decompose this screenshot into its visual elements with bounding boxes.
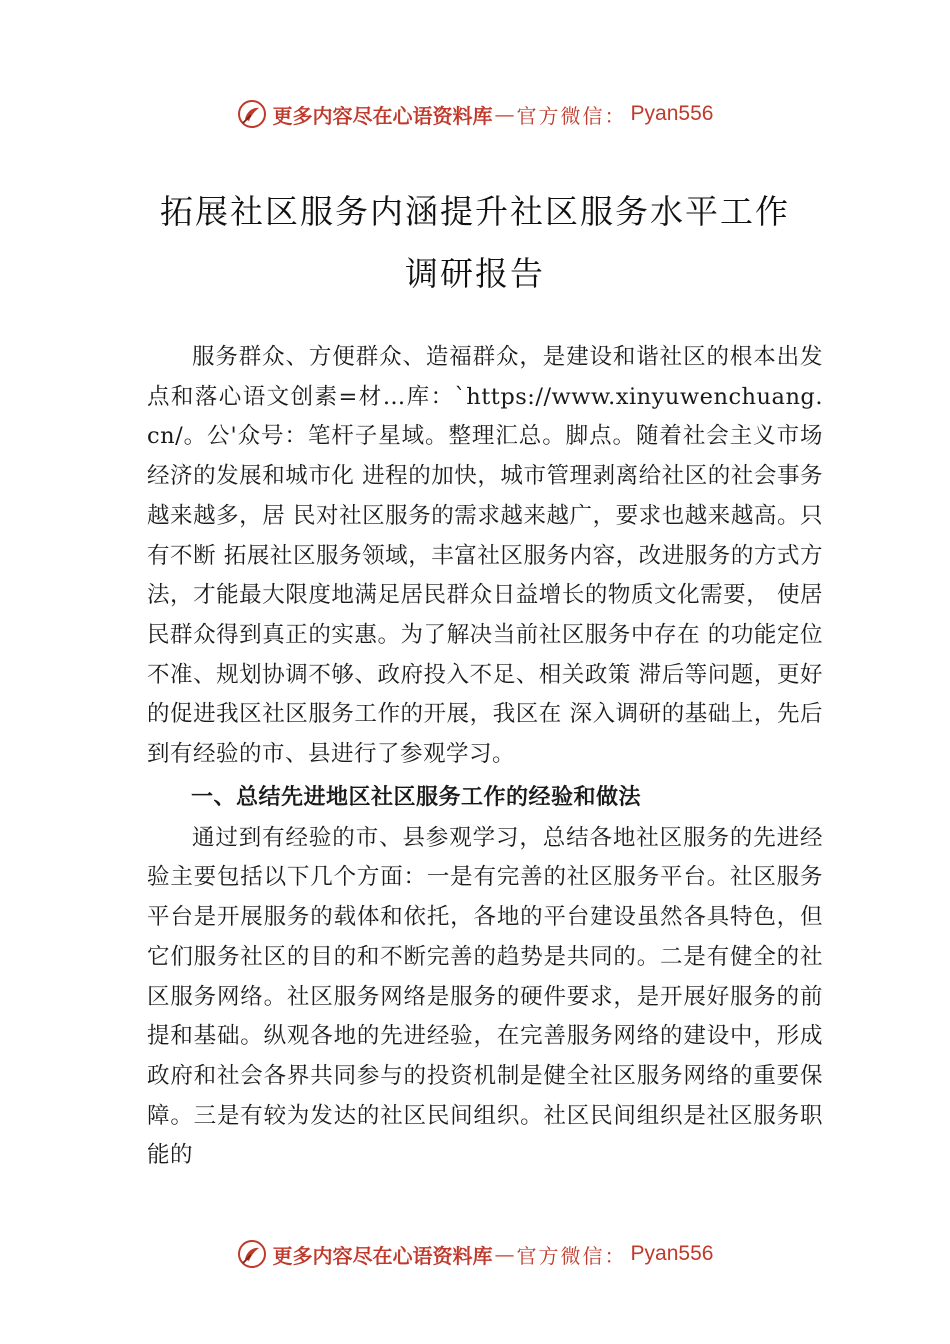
banner-separator: — (494, 102, 515, 126)
footer-banner (0, 1232, 950, 1276)
banner-separator: — (494, 1242, 515, 1266)
banner-wechat-id: Pyan556 (630, 102, 714, 125)
banner-text: 更多内容尽在心语资料库 (272, 1243, 493, 1268)
document-body (147, 338, 823, 1176)
paragraph-section1: 通过到有经验的市、县参观学习，总结各地社区服务的先进经验主要包括以下几个方面：一是有完善的社区服务平台。社区服务平台是开展服务的载体和依托，各地的平台建设虽然各具特色，但它们服务社区的目的和不断完善的趋势是共同的。二是有健全的社区服务网络。社区服务网络是服务的硬件要求，是开展好服务的前提和基础。纵观各地的先进经验，在完善服务网络的建设中，形成政府和社会各界共同参与的投资机制是健全社区服务网络的重要保障。三是有较为发达的社区民间组织。社区民间组织是社区服务职能的 (147, 824, 823, 1169)
header-banner (0, 92, 950, 136)
document-title-line2: 调研报告 (405, 254, 545, 293)
section-heading-1: 一、总结先进地区社区服务工作的经验和做法 (191, 784, 642, 810)
banner-wechat-label: 官方微信： (516, 1243, 627, 1268)
brand-logo-icon (237, 1239, 267, 1269)
banner-wechat-label: 官方微信： (516, 103, 627, 128)
banner-wechat-id: Pyan556 (630, 1242, 714, 1265)
brand-logo-icon (237, 99, 267, 129)
banner-text: 更多内容尽在心语资料库 (272, 103, 493, 128)
paragraph-intro: 服务群众、方便群众、造福群众，是建设和谐社区的根本出发点和落心语文创素=材…库：`https://www.xinyuwenchuang.cn/。公'众号：笔杆子星域。整理汇总。脚点。随着社会主义市场经济的发展和城市化 进程的加快，城市管理剥离给社区的社会事务越来越多，居 民对社区服务的需求越来越广，要求也越来越高。只有不断 拓展社区服务领域，丰富社区服务内容，改进服务的方式方 法，才能最大限度地满足居民群众日益增长的物质文化需要， 使居民群众得到真正的实惠。为了解决当前社区服务中存在 的功能定位不准、规划协调不够、政府投入不足、相关政策 滞后等问题，更好的促进我区社区服务工作的开展，我区在 深入调研的基础上，先后到有经验的市、县进行了参观学习。 (147, 344, 823, 768)
document-title-line1: 拓展社区服务内涵提升社区服务水平工作 (160, 192, 790, 231)
